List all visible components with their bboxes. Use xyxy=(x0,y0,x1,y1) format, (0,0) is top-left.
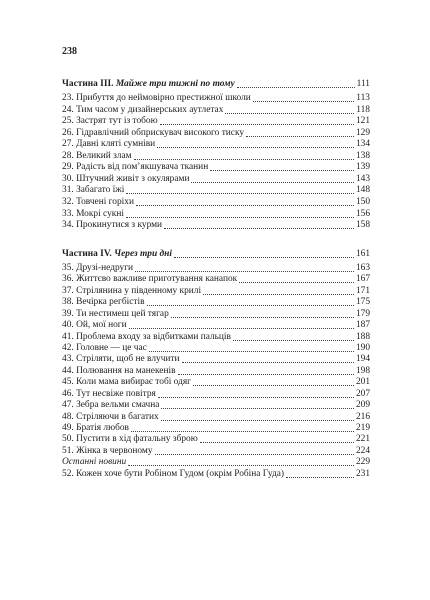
page-ref: 207 xyxy=(355,388,370,399)
page-ref: 148 xyxy=(355,185,370,196)
toc-entry-title: 41. Проблема входу за відбитками пальців xyxy=(62,331,231,342)
page-ref: 121 xyxy=(355,116,370,127)
toc-part-heading xyxy=(62,76,370,90)
page-ref: 231 xyxy=(355,468,370,479)
page-ref: 198 xyxy=(355,365,370,376)
toc-entry-title: 35. Друзі-недруги xyxy=(62,263,134,273)
toc-entry-title: Останні новини xyxy=(62,457,127,468)
page-ref: 171 xyxy=(355,285,370,296)
page-ref: 209 xyxy=(355,400,370,411)
page-ref: 194 xyxy=(355,354,370,365)
dot-leader xyxy=(286,477,354,478)
page-ref: 138 xyxy=(355,150,370,161)
page-ref: 156 xyxy=(355,208,370,219)
page-ref: 216 xyxy=(355,411,370,422)
dot-leader xyxy=(237,87,355,88)
page-ref: 161 xyxy=(355,249,370,259)
toc-entry-title: 42. Головне — це час xyxy=(62,343,147,353)
toc-entry-title: 49. Братія любов xyxy=(62,423,129,434)
toc-entry-title: 30. Штучний живіт з окулярами xyxy=(62,173,190,184)
toc-entry-title: 43. Стріляти, щоб не влучити xyxy=(62,354,180,365)
part-title: Майже три тижні по тому xyxy=(115,79,235,89)
toc-entry xyxy=(62,217,370,231)
toc-entry-title: 33. Мокрі сукні xyxy=(62,208,124,219)
page-ref: 113 xyxy=(356,93,370,103)
part-title: Через три дні xyxy=(114,249,172,259)
toc-entry-title: 51. Жінка в червоному xyxy=(62,445,153,456)
page-ref: 158 xyxy=(355,220,370,231)
toc-entry-title: 23. Прибуття до неймовірно престижної школи xyxy=(62,93,251,103)
toc-entry-title: 40. Ой, мої ноги xyxy=(62,320,127,331)
toc-entry-title: 52. Кожен хоче бути Робіном Гудом (окрім Робіна Гуда) xyxy=(62,468,284,479)
toc-part-heading xyxy=(62,246,370,260)
toc-entry-title: 36. Життєво важливе приготування канапок xyxy=(62,274,238,285)
toc-entry-title: 25. Застрят тут із тобою xyxy=(62,116,158,127)
toc-entry-title: 48. Стріляючи в багатих xyxy=(62,411,159,422)
toc-entry-title: 28. Великий злам xyxy=(62,150,132,161)
toc-entry-title: 31. Забагато їжі xyxy=(62,185,125,196)
page-ref: 229 xyxy=(355,457,370,468)
page-ref: 188 xyxy=(355,331,370,342)
page-ref: 187 xyxy=(355,320,370,331)
toc-entry-title: 27. Давні кляті сумніви xyxy=(62,139,156,150)
toc-entry-title: 50. Пустити в хід фатальну зброю xyxy=(62,434,198,445)
dot-leader xyxy=(174,257,354,258)
page-ref: 118 xyxy=(356,104,370,115)
page-ref: 219 xyxy=(355,423,370,434)
page-ref: 167 xyxy=(355,274,370,285)
toc-entry-title: 34. Прокинутися з курми xyxy=(62,220,163,231)
dot-leader xyxy=(164,228,354,229)
toc-entry-title: 26. Гідравлічний обприскувач високого тиску xyxy=(62,127,245,138)
part-prefix: Частина IV. xyxy=(62,249,112,259)
page-ref: 139 xyxy=(355,162,370,173)
toc-entry-title: 37. Стрілянина у південному крилі xyxy=(62,285,202,296)
page-ref: 150 xyxy=(355,196,370,207)
page-ref: 201 xyxy=(355,377,370,388)
toc-entry-title: 32. Товчені горіхи xyxy=(62,196,134,207)
toc-entry-title: 24. Тим часом у дизайнерських аутлетах xyxy=(62,104,224,115)
toc-entry-title: 39. Ти нестимеш цей тягар xyxy=(62,308,169,319)
page-ref: 129 xyxy=(355,127,370,138)
toc-entry xyxy=(62,466,370,480)
toc-entry-title: 29. Радість від пом’якшувача тканин xyxy=(62,162,209,173)
page-ref: 175 xyxy=(355,297,370,308)
page-ref: 143 xyxy=(355,173,370,184)
page-ref: 190 xyxy=(355,343,370,353)
page-ref: 134 xyxy=(355,139,370,150)
page-ref: 224 xyxy=(355,445,370,456)
toc-entry-title: 46. Тут несвіже повітря xyxy=(62,388,156,399)
page-ref: 111 xyxy=(356,79,370,89)
page-number: 238 xyxy=(62,46,77,57)
page-ref: 221 xyxy=(355,434,370,445)
toc-entry-title: 47. Зебра вельми смачна xyxy=(62,400,160,411)
toc-entry-title: 44. Полювання на манекенів xyxy=(62,365,176,376)
page-ref: 163 xyxy=(355,263,370,273)
part-prefix: Частина III. xyxy=(62,79,114,89)
page-ref: 179 xyxy=(355,308,370,319)
toc-entry-title: 45. Коли мама вибирає тобі одяг xyxy=(62,377,192,388)
toc-entry-title: 38. Вечірка регбістів xyxy=(62,297,145,308)
